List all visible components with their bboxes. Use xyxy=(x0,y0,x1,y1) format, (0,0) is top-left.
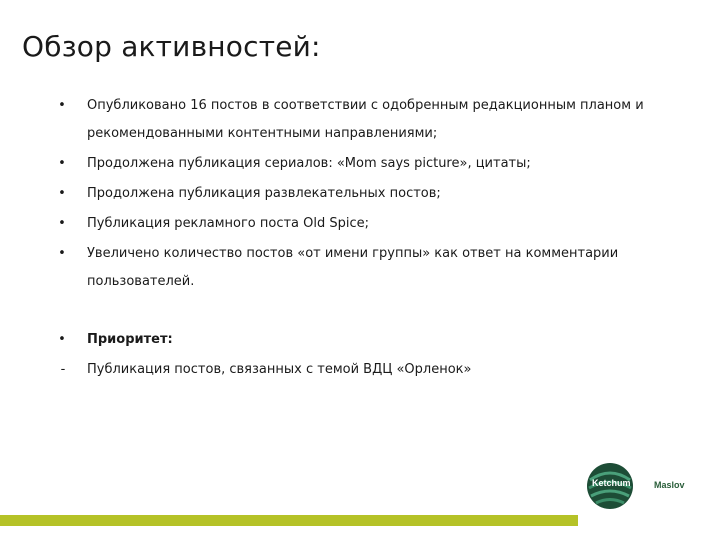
bullet-marker: • xyxy=(58,246,66,261)
bullet-marker: • xyxy=(58,156,66,171)
bullet-item xyxy=(56,210,656,238)
dash-marker: - xyxy=(60,362,66,377)
bullet-marker: • xyxy=(58,98,66,113)
ketchum-maslov-logo xyxy=(586,462,714,510)
bullet-item xyxy=(56,240,656,296)
slide-title: Обзор активностей: xyxy=(22,30,321,63)
bullet-item xyxy=(56,92,656,148)
bullet-marker: • xyxy=(58,186,66,201)
priority-label: Приоритет: xyxy=(87,332,173,347)
logo-name: Ketchum xyxy=(592,478,631,488)
bullet-marker: • xyxy=(58,332,66,347)
bullet-text: Публикация рекламного поста Old Spice; xyxy=(87,216,370,231)
bullet-item xyxy=(56,180,656,208)
bullet-item xyxy=(56,150,656,178)
priority-heading xyxy=(56,326,656,354)
bullet-text: Продолжена публикация развлекательных постов; xyxy=(87,186,441,201)
priority-item-text: Публикация постов, связанных с темой ВДЦ «Орленок» xyxy=(87,362,472,377)
priority-item xyxy=(56,356,656,384)
logo-partner: Maslov xyxy=(654,480,685,490)
bullet-marker: • xyxy=(58,216,66,231)
bullet-list xyxy=(56,92,656,384)
bullet-text: Опубликовано 16 постов в соответствии с одобренным редакционным планом и рекомендованными контентными направлениями; xyxy=(87,98,644,141)
spacer xyxy=(56,296,656,326)
accent-bar xyxy=(0,515,578,526)
bullet-text: Увеличено количество постов «от имени группы» как ответ на комментарии пользователей. xyxy=(87,246,619,289)
bullet-text: Продолжена публикация сериалов: «Mom says picture», цитаты; xyxy=(87,156,531,171)
